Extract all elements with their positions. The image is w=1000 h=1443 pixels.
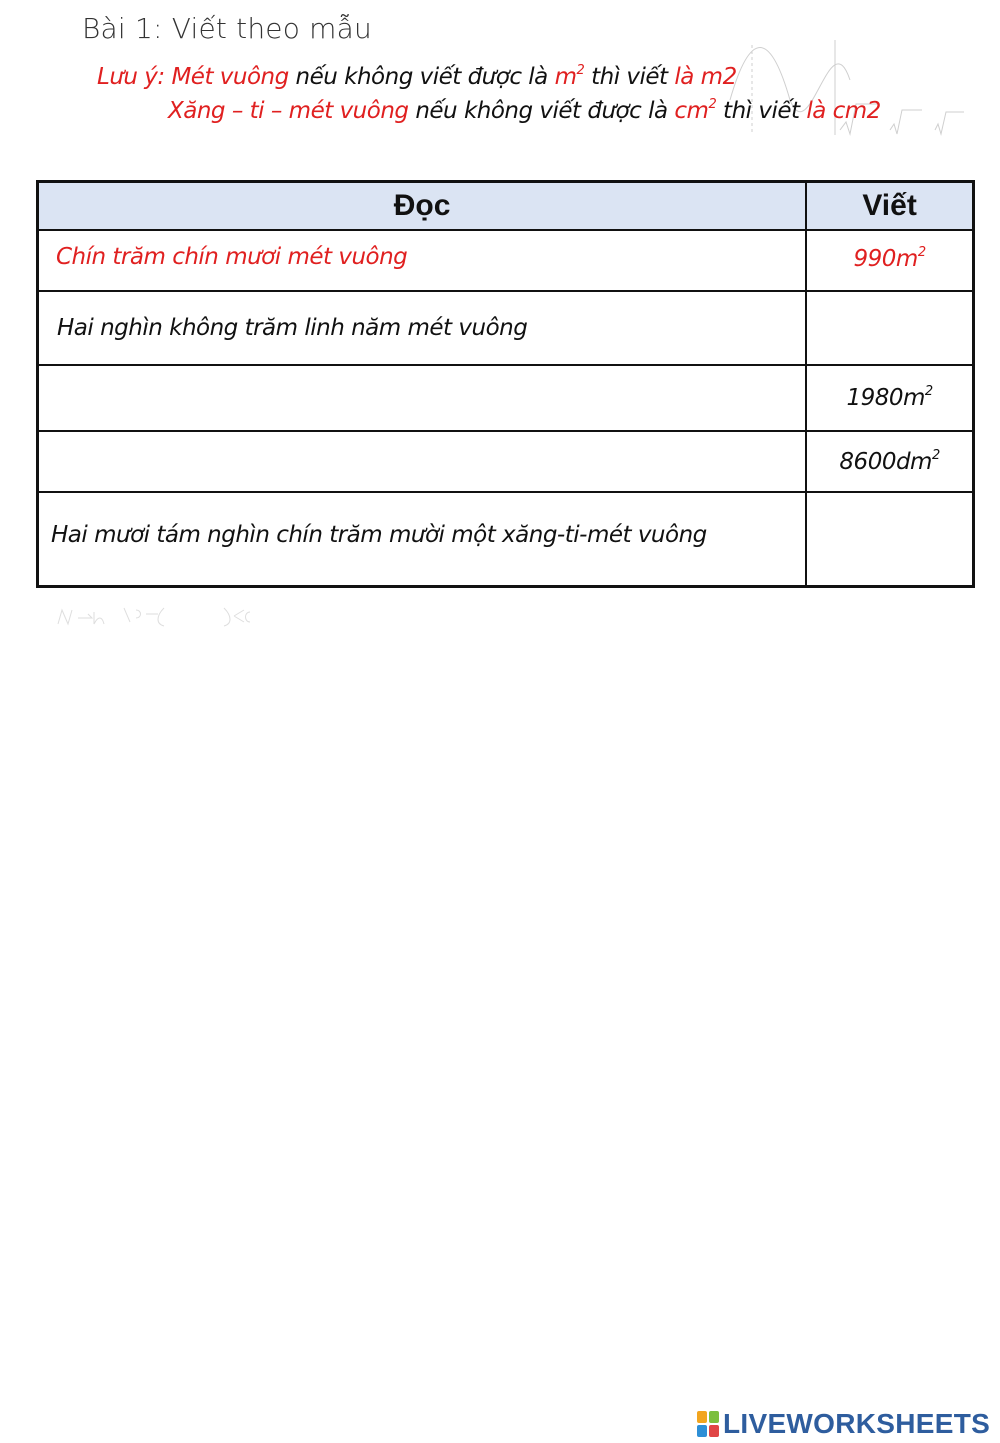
math-watermark-bottom xyxy=(54,600,274,634)
liveworksheets-logo[interactable] xyxy=(697,1408,990,1440)
note-term-square-centimeter: Xăng – ti – mét vuông xyxy=(168,98,409,124)
write-answer-field[interactable] xyxy=(806,492,973,586)
read-cell: Hai mươi tám nghìn chín trăm mười một xăng-ti-mét vuông xyxy=(38,492,807,586)
read-answer-field[interactable] xyxy=(38,365,807,431)
table-row xyxy=(38,492,974,586)
write-cell: $8600dm^2$ xyxy=(806,431,973,492)
table-row xyxy=(38,230,974,291)
note-then: thì viết xyxy=(723,98,800,124)
brand-name: LIVEWORKSHEETS xyxy=(723,1408,991,1439)
note-term-square-meter: Mét vuông xyxy=(171,64,289,90)
liveworksheets-logo-icon xyxy=(697,1411,719,1437)
table-row xyxy=(38,431,974,492)
note-label: Lưu ý: xyxy=(97,64,165,90)
note-result: là cm2 xyxy=(806,98,881,124)
read-cell: Hai nghìn không trăm linh năm mét vuông xyxy=(38,291,807,365)
table-row xyxy=(38,291,974,365)
write-answer-field[interactable] xyxy=(806,291,973,365)
note-unit: $m^2$ xyxy=(554,63,585,90)
note-then: thì viết xyxy=(591,64,668,90)
exercise-table xyxy=(36,180,975,588)
math-watermark-top xyxy=(690,40,980,140)
read-answer-field[interactable] xyxy=(38,431,807,492)
header-read: Đọc xyxy=(38,182,807,231)
write-cell: $1980m^2$ xyxy=(806,365,973,431)
header-write: Viết xyxy=(806,182,973,231)
note-text: nếu không viết được là xyxy=(295,64,548,90)
note-text: nếu không viết được là xyxy=(415,98,668,124)
note-line-2 xyxy=(168,98,881,124)
exercise-title: Bài 1: Viết theo mẫu xyxy=(82,12,372,45)
note-line-1 xyxy=(97,64,737,90)
note-unit: $cm^2$ xyxy=(674,97,717,124)
write-cell: $990m^2$ xyxy=(806,230,973,291)
read-cell: Chín trăm chín mươi mét vuông xyxy=(38,230,807,291)
note-result: là m2 xyxy=(674,64,737,90)
table-row xyxy=(38,365,974,431)
